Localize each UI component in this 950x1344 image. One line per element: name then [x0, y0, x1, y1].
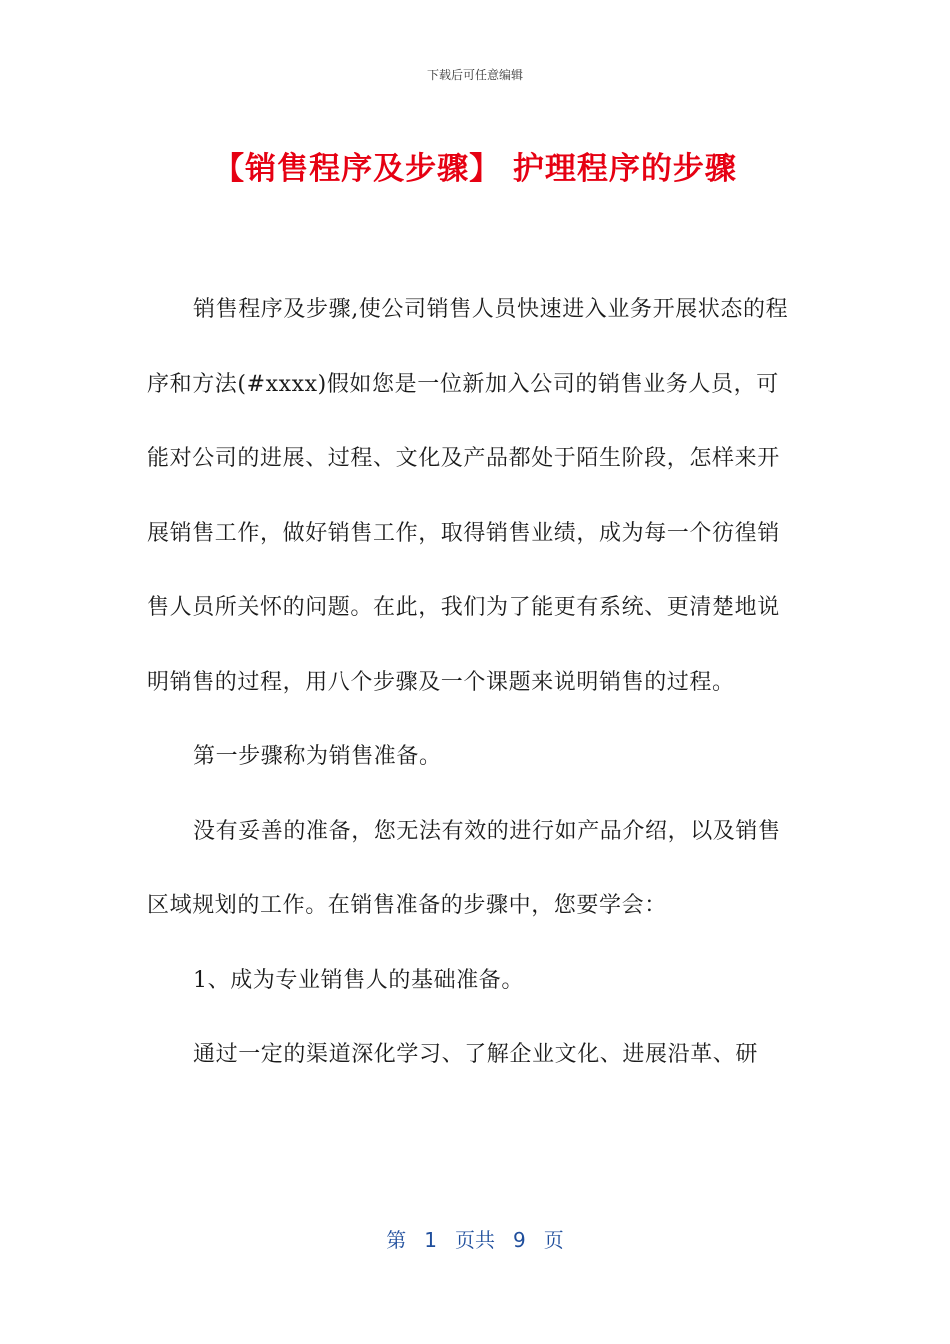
paragraph-step-one: 第一步骤称为销售准备。	[193, 744, 442, 769]
document-body	[147, 273, 797, 1093]
page-footer	[0, 1224, 950, 1253]
document-title: 【销售程序及步骤】 护理程序的步骤	[213, 151, 737, 187]
footer-mid: 页共	[455, 1228, 495, 1252]
footer-prefix: 第	[386, 1228, 407, 1252]
paragraph-learning: 通过一定的渠道深化学习、了解企业文化、进展沿革、研	[193, 1042, 759, 1067]
paragraph-preparation: 没有妥善的准备，您无法有效的进行如产品介绍，以及销售区域规划的工作。在销售准备的步骤中，您要学会：	[147, 818, 781, 918]
header-note: 下载后可任意编辑	[426, 68, 523, 82]
footer-total-pages: 9	[513, 1228, 526, 1252]
footer-page-number: 1	[424, 1228, 437, 1252]
footer-suffix: 页	[543, 1228, 564, 1252]
paragraph-intro: 销售程序及步骤,使公司销售人员快速进入业务开展状态的程序和方法(#xxxx)假如您是一位新加入公司的销售业务人员，可能对公司的进展、过程、文化及产品都处于陌生阶段，怎样来开展销售工作，做好销售工作，取得销售业绩，成为每一个彷徨销售人员所关怀的问题。在此，我们为了能更有系统、更清楚地说明销售的过程，用八个步骤及一个课题来说明销售的过程。	[147, 297, 789, 695]
paragraph-item-one: 1、成为专业销售人的基础准备。	[193, 967, 524, 993]
